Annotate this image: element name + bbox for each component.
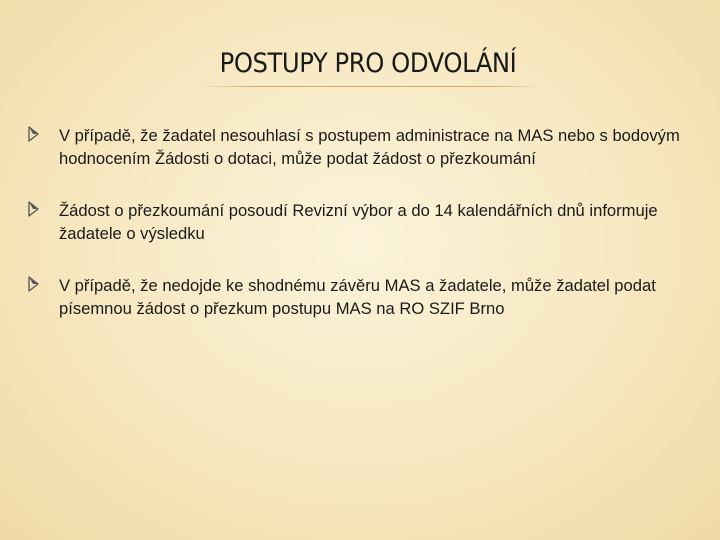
bullet-list: [28, 124, 688, 349]
arrow-bullet-icon: [28, 276, 40, 292]
arrow-bullet-icon: [28, 201, 40, 217]
title-underline: [200, 86, 540, 87]
arrow-bullet-icon: [28, 126, 40, 142]
bullet-item: [28, 124, 688, 170]
bullet-item: [28, 199, 688, 245]
bullet-text: V případě, že nedojde ke shodnému závěru MAS a žadatele, může žadatel podat písemnou žádost o přezkum postupu MAS na RO SZIF Brno: [59, 276, 656, 318]
bullet-text: V případě, že žadatel nesouhlasí s postupem administrace na MAS nebo s bodovým hodnocením Žádosti o dotaci, může podat žádost o přezkoumání: [59, 126, 680, 168]
bullet-text: Žádost o přezkoumání posoudí Revizní výbor a do 14 kalendářních dnů informuje žadatele o výsledku: [59, 201, 658, 243]
bullet-item: [28, 274, 688, 320]
slide-title: POSTUPY PRO ODVOLÁNÍ: [219, 48, 517, 79]
